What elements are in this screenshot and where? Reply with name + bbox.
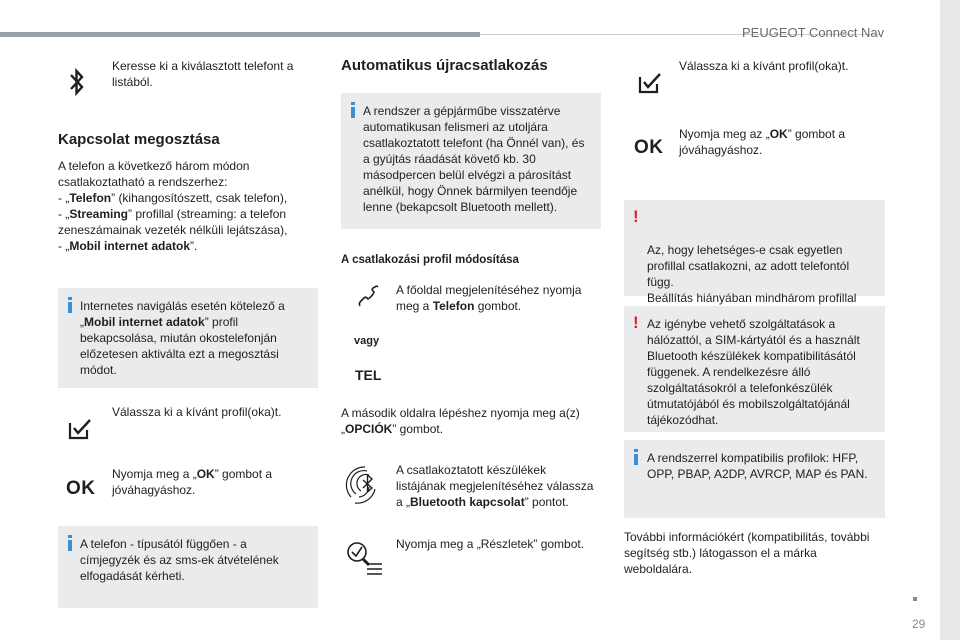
checkbox-check-icon [638, 72, 662, 94]
list-item: - „Streaming” profillal (streaming: a telefon zeneszámainak vezeték nélküli lejátszása), [58, 207, 288, 237]
step-second-page: A második oldalra lépéshez nyomja meg a(z) „OPCIÓK” gombot. [341, 406, 580, 436]
bluetooth-icon [68, 66, 86, 98]
footer-more-info: További információkért (kompatibilitás, további segítség stb.) látogasson el a márka weboldalára. [624, 530, 870, 576]
step-bluetooth-connection: A csatlakoztatott készülékek listájának megjelenítéséhez válassza a „Bluetooth kapcsolat” pontot. [396, 463, 594, 509]
info-box-contacts: A telefon - típusától függően - a címjegyzék és az sms-ek átvételének elfogadását kérheti. [58, 526, 318, 608]
subheading-profile-change: A csatlakozási profil módosítása [341, 254, 519, 266]
page-marker [913, 597, 917, 601]
step-press-ok: Nyomja meg a „OK” gombot a jóváhagyáshoz. [112, 467, 273, 497]
step-press-ok: Nyomja meg az „OK” gombot a jóváhagyáshoz. [679, 127, 846, 157]
step-home-page: A főoldal megjelenítéséhez nyomja meg a Telefon gombot. [396, 283, 582, 313]
info-box-auto-reconnect: A rendszer a gépjárműbe visszatérve automatikusan felismeri az utoljára csatlakoztatott telefont (ha Önnél van), és a gyújtás ráadását követő kb. 30 másodpercen belül elvégzi a párosítást anélkül, hogy Önnek bármilyen teendője lenne (bekapcsolt Bluetooth mellett). [341, 93, 601, 229]
step-select-profiles: Válassza ki a kívánt profil(oka)t. [679, 59, 849, 73]
details-magnifier-icon [343, 538, 385, 580]
info-box-mobile-internet: Internetes navigálás esetén kötelező a „Mobil internet adatok” profil bekapcsolása, miután okostelefonján előzetesen aktiválta ezt a megosztási módot. [58, 288, 318, 388]
warning-icon: ! [633, 207, 639, 226]
bluetooth-connection-icon [343, 463, 387, 507]
tel-button-icon: TEL [355, 367, 382, 383]
ok-button-icon: OK [634, 137, 664, 158]
section-title-connection-sharing: Kapcsolat megosztása [58, 131, 220, 148]
ok-button-icon: OK [66, 478, 96, 499]
list-item: - „Telefon” (kihangosítószett, csak telefon), [58, 191, 288, 205]
warning-box-services: ! Az igénybe vehető szolgáltatások a hálózattól, a SIM-kártyától és a használt Bluetooth készülékek kompatibilitásától függenek. A rendelkezésre álló szolgáltatásokról a telefonkészülék útmutatójából és mobilszolgáltatójánál tájékozódhat. [624, 306, 885, 432]
step-select-phone: Keresse ki a kiválasztott telefont a listából. [112, 59, 294, 89]
intro-text: A telefon a következő három módon csatlakoztatható a rendszerhez: [58, 159, 250, 189]
info-icon [68, 297, 72, 313]
page-number: 29 [912, 617, 926, 631]
phone-handset-icon [356, 285, 380, 309]
info-icon [68, 535, 72, 551]
step-press-details: Nyomja meg a „Részletek” gombot. [396, 537, 585, 551]
top-rule [0, 32, 480, 37]
step-select-profiles: Válassza ki a kívánt profil(oka)t. [112, 405, 282, 419]
info-box-compatible-profiles: A rendszerrel kompatibilis profilok: HFP, OPP, PBAP, A2DP, AVRCP, MAP és PAN. [624, 440, 885, 518]
profile-list [58, 190, 320, 254]
info-icon [351, 102, 355, 118]
right-margin-strip [940, 0, 960, 640]
or-label: vagy [354, 335, 380, 347]
section-title-auto-reconnect: Automatikus újracsatlakozás [341, 57, 548, 74]
info-icon [634, 449, 638, 465]
warning-icon: ! [633, 313, 639, 332]
page-header: PEUGEOT Connect Nav [742, 25, 885, 40]
list-item: - „Mobil internet adatok”. [58, 239, 198, 253]
warning-box-single-profile: ! Az, hogy lehetséges-e csak egyetlen profillal csatlakozni, az adott telefontól függ. Beállítás hiányában mindhárom profillal [624, 200, 885, 296]
checkbox-check-icon [68, 418, 92, 440]
